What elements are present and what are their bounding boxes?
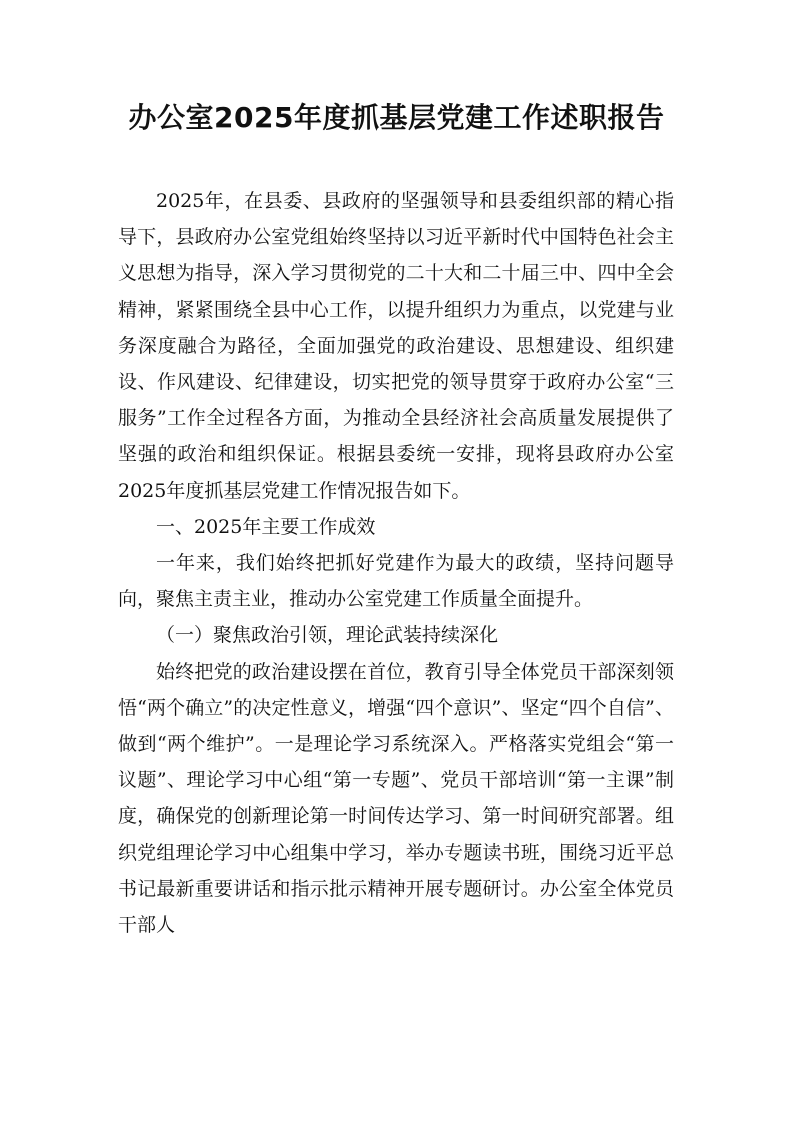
document-title: 办公室2025年度抓基层党建工作述职报告: [128, 101, 665, 134]
document-body: [118, 183, 674, 943]
subsection-heading-political-guidance: （一）聚焦政治引领，理论武装持续深化: [156, 624, 499, 647]
paragraph-political-building: 始终把党的政治建设摆在首位，教育引导全体党员干部深刻领悟“两个确立”的决定性意义，增强“四个意识”、坚定“四个自信”、做到“两个维护”。一是理论学习系统深入。严格落实党组会“第一议题”、理论学习中心组“第一专题”、党员干部培训“第一主课”制度，确保党的创新理论第一时间传达学习、第一时间研究部署。组织党组理论学习中心组集中学习，举办专题读书班，围绕习近平总书记最新重要讲话和指示批示精神开展专题研讨。办公室全体党员干部人: [118, 660, 674, 937]
section-heading-achievements: 一、2025年主要工作成效: [156, 515, 376, 538]
paragraph-intro: 2025年，在县委、县政府的坚强领导和县委组织部的精心指导下，县政府办公室党组始终坚持以习近平新时代中国特色社会主义思想为指导，深入学习贯彻党的二十大和二十届三中、四中全会精神，紧紧围绕全县中心工作，以提升组织力为重点，以党建与业务深度融合为路径，全面加强党的政治建设、思想建设、组织建设、作风建设、纪律建设，切实把党的领导贯穿于政府办公室“三服务”工作全过程各方面，为推动全县经济社会高质量发展提供了坚强的政治和组织保证。根据县委统一安排，现将县政府办公室2025年度抓基层党建工作情况报告如下。: [118, 190, 674, 502]
paragraph-summary: 一年来，我们始终把抓好党建作为最大的政绩，坚持问题导向，聚焦主责主业，推动办公室党建工作质量全面提升。: [118, 552, 674, 611]
